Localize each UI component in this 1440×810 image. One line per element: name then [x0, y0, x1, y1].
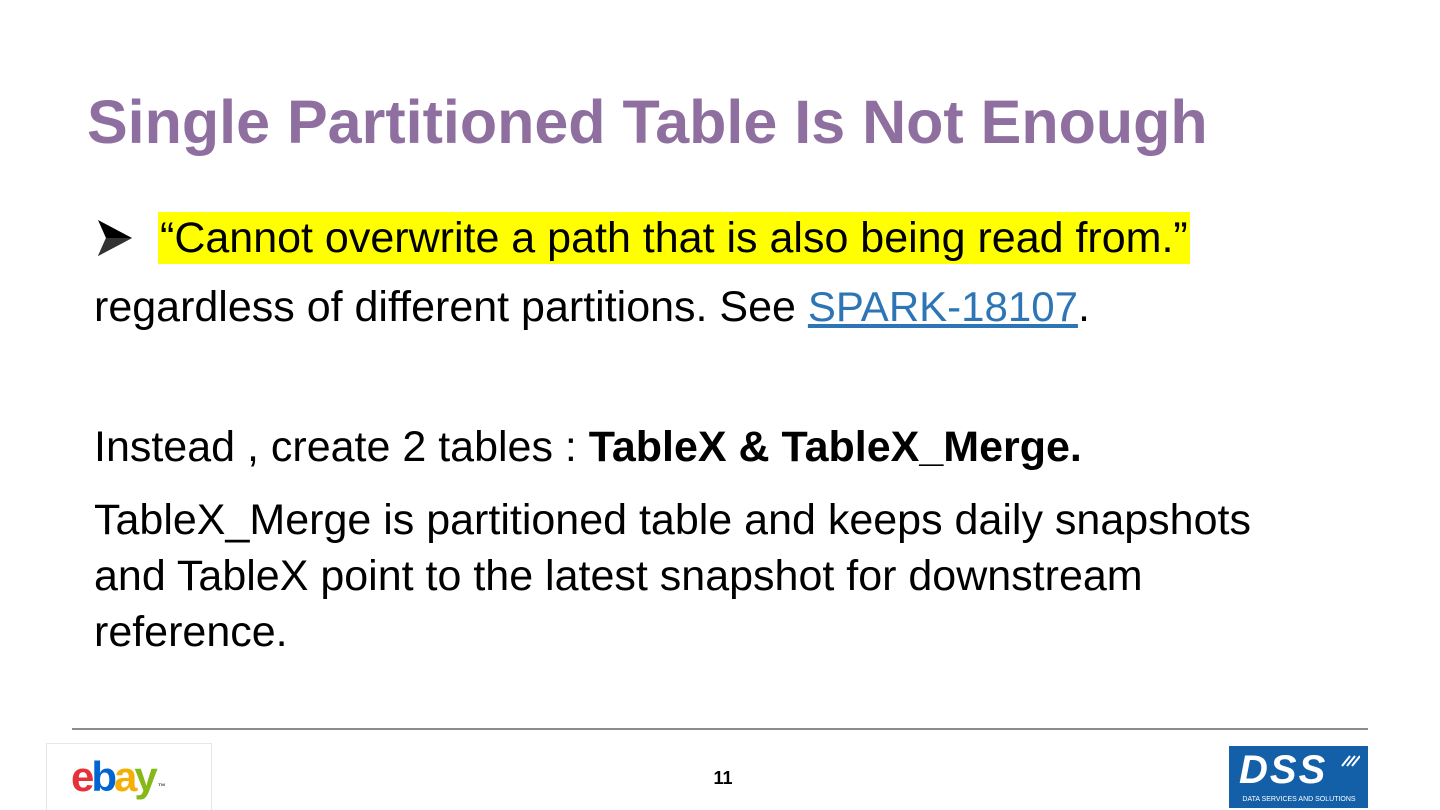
highlighted-quote: “Cannot overwrite a path that is also being read from.”	[160, 214, 1188, 262]
slide-title: Single Partitioned Table Is Not Enough	[87, 88, 1208, 156]
footer-divider	[72, 728, 1368, 730]
dss-letters: DSS	[1239, 748, 1328, 792]
ebay-letter-e: e	[71, 753, 92, 800]
instead-text: Instead , create 2 tables :	[94, 423, 589, 471]
merge-paragraph: TableX_Merge is partitioned table and keeps daily snapshots and TableX point to the latest snapshot for downstream reference.	[94, 496, 1251, 656]
spark-issue-link[interactable]: SPARK-18107	[807, 283, 1078, 330]
partition-note	[94, 279, 1090, 335]
dss-stripes-icon	[1338, 754, 1360, 776]
ebay-wordmark	[71, 752, 166, 802]
table-names: TableX & TableX_Merge.	[588, 423, 1082, 471]
ebay-letter-y: y	[134, 753, 155, 800]
partition-note-period: .	[1077, 283, 1090, 331]
bullet-row	[96, 212, 1190, 264]
page-number: 11	[713, 768, 733, 788]
ebay-logo	[46, 743, 212, 810]
ebay-letter-b: b	[91, 753, 115, 800]
dss-subtitle: DATA SERVICES AND SOLUTIONS	[1242, 796, 1356, 803]
partition-note-text: regardless of different partitions. See	[94, 283, 808, 331]
ebay-trademark: ™	[157, 782, 166, 791]
arrow-bullet-icon	[96, 218, 134, 258]
dss-logo	[1229, 746, 1368, 808]
instead-line	[94, 419, 1082, 475]
ebay-letter-a: a	[114, 753, 135, 800]
